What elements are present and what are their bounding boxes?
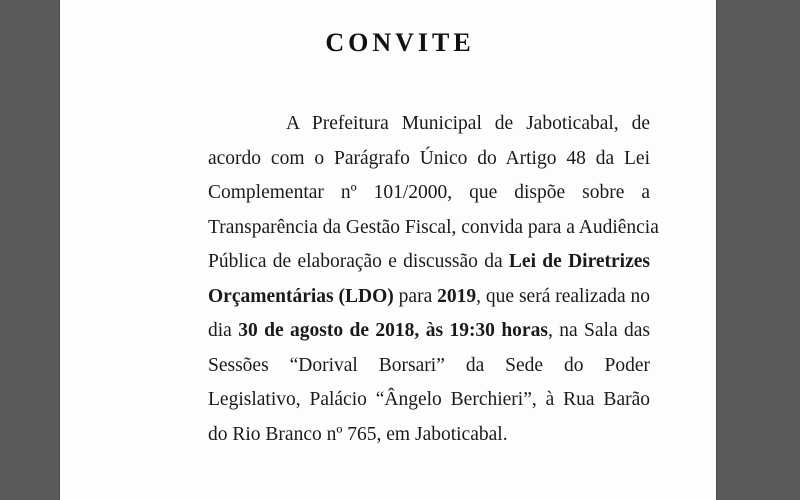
text-segment: para xyxy=(393,285,438,307)
bold-text-segment: Lei de Diretrizes xyxy=(508,251,650,272)
bold-text-segment: 30 de agosto de 2018, às 19:30 horas xyxy=(238,320,548,341)
paragraph-line xyxy=(208,418,650,453)
text-segment: , que será realizada no xyxy=(476,285,651,307)
text-segment: Sessões “Dorival Borsari” da Sede do Poder xyxy=(208,354,650,376)
paragraph-line xyxy=(208,280,650,315)
bold-text-segment: 2019 xyxy=(437,285,477,307)
paragraph-line xyxy=(208,314,650,349)
paragraph-line xyxy=(208,383,650,418)
document-title: CONVITE xyxy=(325,28,475,57)
paragraph-line xyxy=(208,349,650,384)
paragraph-line xyxy=(208,211,659,246)
text-segment: Transparência da Gestão Fiscal, convida para a Audiência xyxy=(208,216,659,238)
invitation-paragraph xyxy=(208,107,659,452)
text-segment: do Rio Branco nº 765, em Jaboticabal. xyxy=(208,423,508,445)
text-segment: acordo com o Parágrafo Único do Artigo 48 da Lei xyxy=(208,147,650,169)
paragraph-line xyxy=(208,176,650,211)
text-segment: Complementar nº 101/2000, que dispõe sobre a xyxy=(208,182,650,203)
text-segment: A Prefeitura Municipal de Jaboticabal, de xyxy=(286,113,650,134)
text-segment: , na Sala das xyxy=(547,320,650,341)
text-segment: Legislativo, Palácio “Ângelo Berchieri”, à Rua Barão xyxy=(208,389,650,410)
paragraph-line xyxy=(208,245,650,280)
text-segment: Pública de elaboração e discussão da xyxy=(208,251,509,272)
paragraph-line xyxy=(208,107,650,142)
text-segment: dia xyxy=(208,320,239,341)
paragraph-line xyxy=(208,142,650,177)
bold-text-segment: Orçamentárias (LDO) xyxy=(208,285,394,307)
document-page xyxy=(60,0,716,500)
